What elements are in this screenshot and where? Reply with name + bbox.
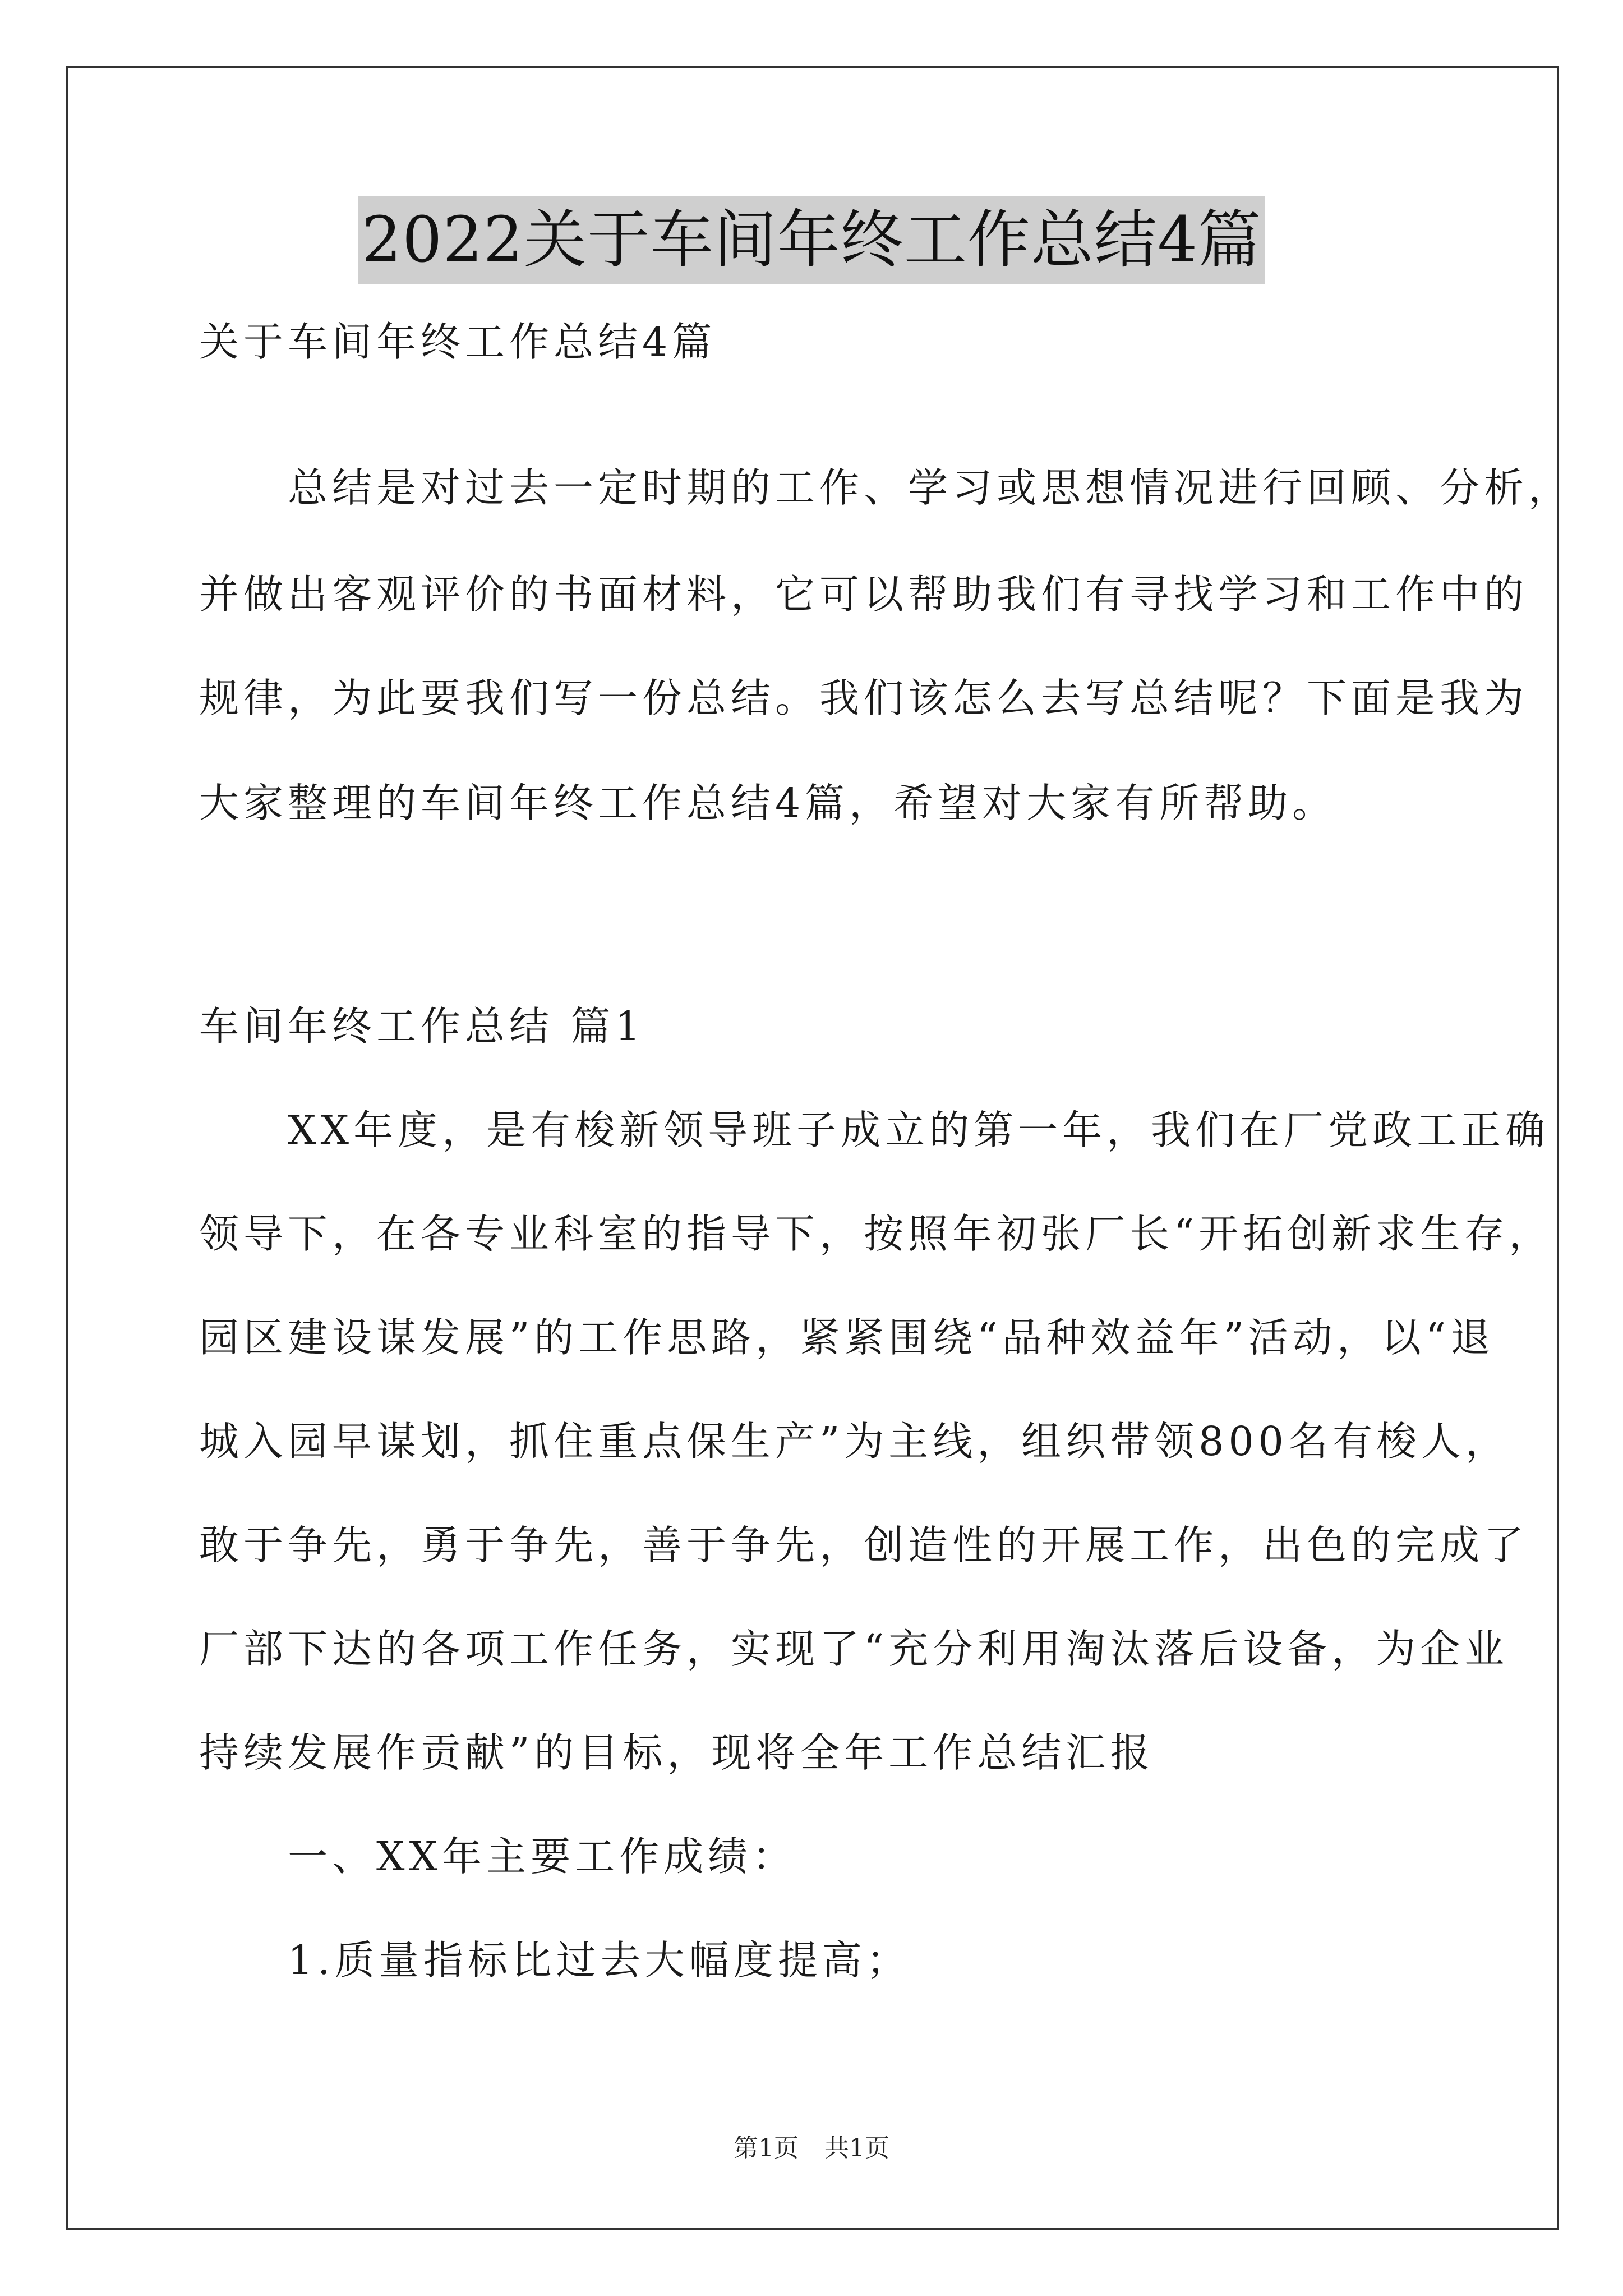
page-number-current: 第1页 — [734, 2134, 799, 2162]
body-line: 敢于争先，勇于争先，善于争先，创造性的开展工作，出色的完成了 — [199, 1522, 1529, 1568]
intro-line: 并做出客观评价的书面材料，它可以帮助我们有寻找学习和工作中的 — [199, 571, 1529, 618]
body-line: 园区建设谋发展”的工作思路，紧紧围绕“品种效益年”活动，以“退 — [199, 1314, 1495, 1361]
document-subtitle: 关于车间年终工作总结4篇 — [199, 319, 717, 365]
page-number-total: 共1页 — [824, 2134, 889, 2162]
body-line: 厂部下达的各项工作任务，实现了“充分利用淘汰落后设备，为企业 — [199, 1626, 1509, 1672]
body-line: 领导下，在各专业科室的指导下，按照年初张厂长“开拓创新求生存， — [199, 1211, 1553, 1257]
point-item: 1.质量指标比过去大幅度提高； — [199, 1937, 911, 1984]
body-line: XX年度，是有梭新领导班子成立的第一年，我们在厂党政工正确 — [199, 1107, 1550, 1153]
document-title: 2022关于车间年终工作总结4篇 — [358, 196, 1265, 284]
section-heading: 车间年终工作总结 篇1 — [199, 1003, 645, 1050]
title-container — [0, 196, 1623, 284]
point-heading: 一、XX年主要工作成绩： — [199, 1833, 797, 1880]
intro-line: 大家整理的车间年终工作总结4篇，希望对大家有所帮助。 — [199, 780, 1337, 826]
body-line: 城入园早谋划，抓住重点保生产”为主线，组织带领800名有梭人， — [199, 1418, 1510, 1465]
intro-line: 总结是对过去一定时期的工作、学习或思想情况进行回顾、分析， — [199, 464, 1573, 511]
intro-line: 规律，为此要我们写一份总结。我们该怎么去写总结呢？下面是我为 — [199, 675, 1529, 721]
page-footer — [0, 2132, 1623, 2165]
body-line: 持续发展作贡献”的目标，现将全年工作总结汇报 — [199, 1729, 1155, 1776]
